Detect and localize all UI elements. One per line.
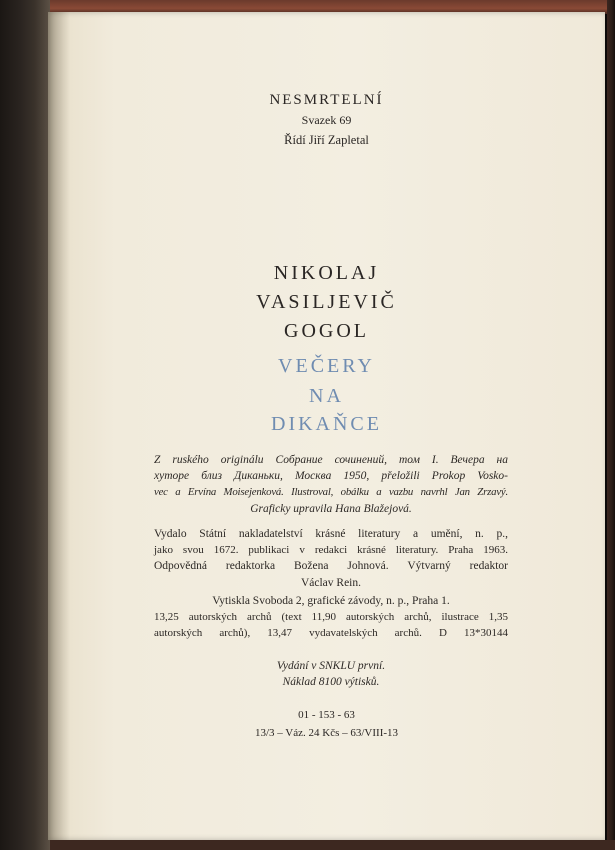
series-editor: Řídí Jiří Zapletal: [284, 133, 369, 147]
series-volume: Svazek 69: [301, 113, 352, 127]
title-page: [48, 12, 605, 840]
translation-credits: [154, 452, 508, 517]
author-first-name: NIKOLAJ: [273, 262, 380, 284]
credits-line: vec a Ervína Moisejenková. Ilustroval, obálku a vazbu navrhl Jan Zrzavý.: [154, 486, 508, 499]
author-surname: GOGOL: [284, 320, 369, 342]
publisher-line: Vydalo Státní nakladatelství krásné literatury a umění, n. p.,: [154, 528, 508, 540]
printer-line: autorských archů), 13,47 vydavatelských archů. D 13*30144: [154, 627, 508, 640]
printer-info: [154, 593, 508, 642]
credits-line: Z ruského originálu Собрание сочинений, том I. Вечера на: [154, 454, 508, 466]
publisher-line: Odpovědná redaktorka Božena Johnová. Výtvarný redaktor: [154, 560, 508, 573]
catalog-code: 01 - 153 - 63: [298, 709, 355, 721]
edition-info: [154, 658, 508, 690]
credits-line: хуторе близ Диканьки, Москва 1950, přeložili Prokop Vosko-: [154, 470, 508, 483]
credits-line: Graficky upravila Hana Blažejová.: [250, 502, 412, 515]
printer-line: 13,25 autorských archů (text 11,90 autorských archů, ilustrace 1,35: [154, 611, 508, 624]
series-name: NESMRTELNÍ: [269, 92, 384, 108]
publisher-info: [154, 526, 508, 591]
book-title-line-3: DIKAŇCE: [271, 413, 382, 435]
publisher-line: jako svou 1672. publikaci v redakci krásné literatury. Praha 1963.: [154, 544, 508, 557]
author-patronymic: VASILJEVIČ: [256, 291, 397, 313]
book-title-line-2: NA: [309, 385, 344, 407]
cover-edge-right: [607, 0, 615, 850]
publisher-line: Václav Rein.: [300, 576, 362, 589]
book-title-line-1: VEČERY: [278, 355, 375, 377]
printer-line: Vytiskla Svoboda 2, grafické závody, n. p., Praha 1.: [212, 595, 450, 607]
edition-number: Vydání v SNKLU první.: [276, 660, 386, 672]
cover-edge-bottom: [50, 840, 615, 850]
price-code: 13/3 – Váz. 24 Kčs – 63/VIII-13: [254, 727, 399, 739]
page-content: [48, 12, 605, 840]
print-run: Náklad 8100 výtisků.: [282, 676, 380, 689]
